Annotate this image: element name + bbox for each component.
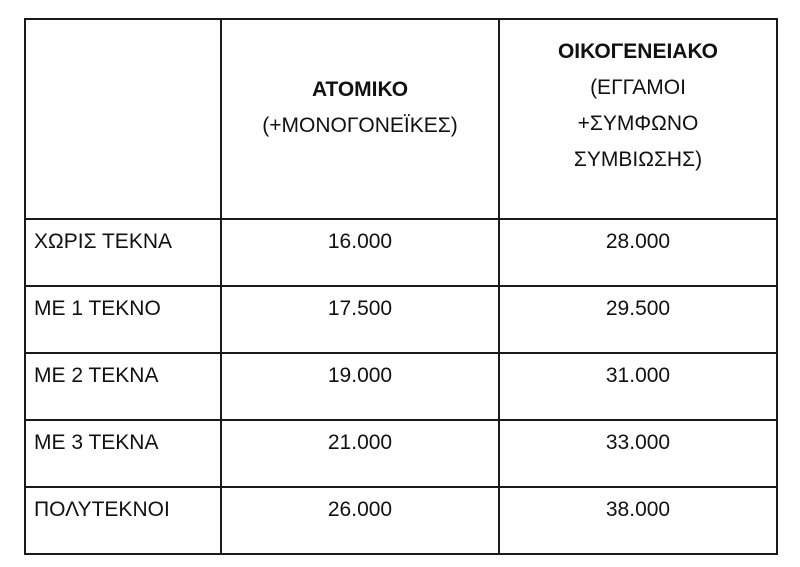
table-row [25,420,777,487]
row-label: ΜΕ 3 ΤΕΚΝΑ [25,420,221,487]
header-family-line2: +ΣΥΜΦΩΝΟ [577,112,699,135]
table-row [25,487,777,554]
header-individual [221,19,499,219]
header-family-line3: ΣΥΜΒΙΩΣΗΣ) [573,148,703,171]
table-row [25,286,777,353]
family-value: 31.000 [499,353,777,420]
income-threshold-table [24,18,778,555]
row-label: ΜΕ 1 ΤΕΚΝΟ [25,286,221,353]
header-empty-cell [25,19,221,219]
header-family [499,19,777,219]
individual-value: 26.000 [221,487,499,554]
header-family-title: ΟΙΚΟΓΕΝΕΙΑΚΟ [557,40,719,63]
header-individual-title: ΑΤΟΜΙΚΟ [311,78,409,101]
family-value: 29.500 [499,286,777,353]
row-label: ΠΟΛΥΤΕΚΝΟΙ [25,487,221,554]
individual-value: 21.000 [221,420,499,487]
table-row [25,353,777,420]
row-label: ΜΕ 2 ΤΕΚΝΑ [25,353,221,420]
family-value: 28.000 [499,219,777,286]
individual-value: 19.000 [221,353,499,420]
header-individual-subtitle: (+ΜΟΝΟΓΟΝΕΪΚΕΣ) [262,114,458,137]
family-value: 38.000 [499,487,777,554]
row-label: ΧΩΡΙΣ ΤΕΚΝΑ [25,219,221,286]
individual-value: 16.000 [221,219,499,286]
header-row [25,19,777,219]
family-value: 33.000 [499,420,777,487]
individual-value: 17.500 [221,286,499,353]
header-family-line1: (ΕΓΓΑΜΟΙ [590,76,686,99]
table-row [25,219,777,286]
